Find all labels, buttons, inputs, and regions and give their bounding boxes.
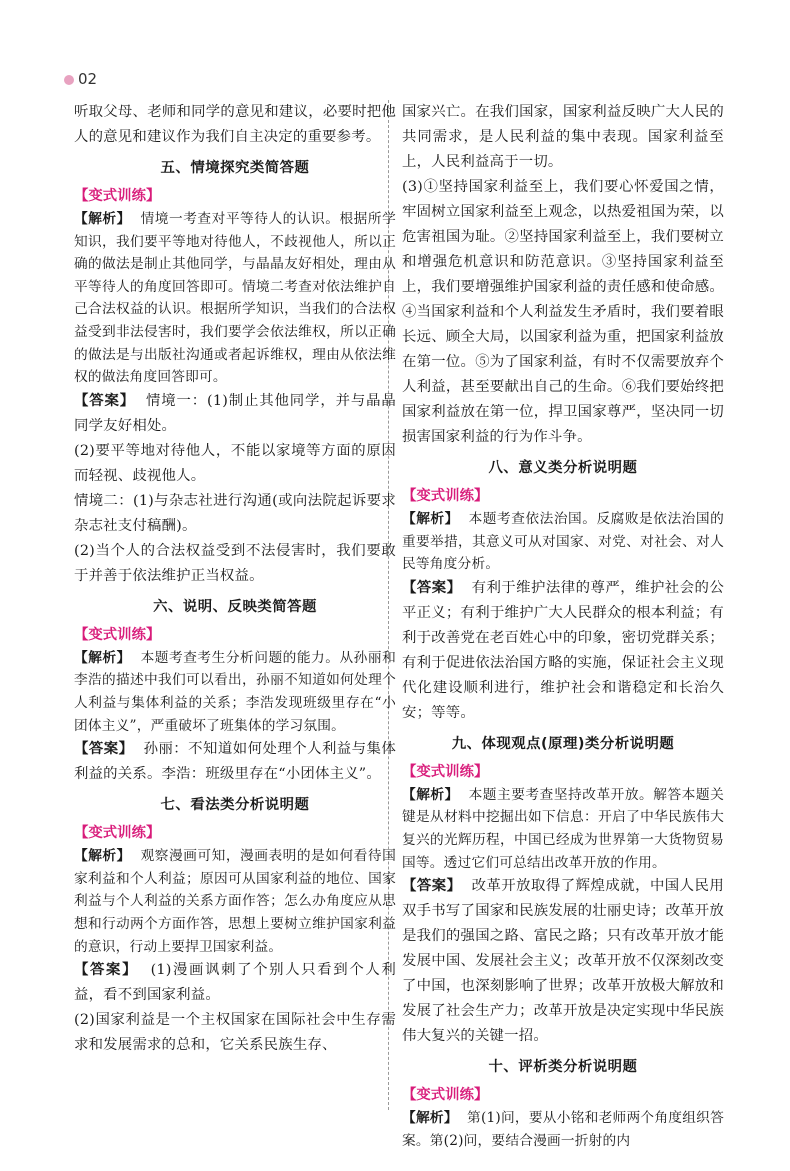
answer-text: 有利于维护法律的尊严，维护社会的公平正义；有利于维护广大人民群众的根本利益；有利于改善党在老百姓心中的印象，密切党群关系；有利于促进依法治国方略的实施，保证社会主义现代化建设顺利进行，维护社会和谐稳定和长治久安；等等。 (402, 579, 724, 721)
analysis-text: 第(1)问，要从小铭和老师两个角度组织答案。第(2)问，要结合漫画一折射的内 (402, 1110, 725, 1149)
continued-paragraph-2: (3)①坚持国家利益至上，我们要心怀爱国之情，牢固树立国家利益至上观念，以热爱祖国为荣，以危害祖国为耻。②坚持国家利益至上，我们要树立和增强危机意识和防范意识。③坚持国家利益至上，我们要增强维护国家利益的责任感和使命感。④当国家利益和个人利益发生矛盾时，我们要着眼长远、顾全大局，以国家利益为重，把国家利益放在第一位。⑤为了国家利益，有时不仅需要放弃个人利益，甚至要献出自己的生命。⑥我们要始终把国家利益放在第一位，捍卫国家尊严，坚决同一切损害国家利益的行为作斗争。 (402, 179, 724, 445)
section-6-analysis (74, 647, 396, 737)
section-5-answer-2: (2)要平等地对待他人，不能以家境等方面的原因而轻视、歧视他人。 (74, 442, 396, 484)
analysis-label: 【解析】 (402, 1110, 458, 1127)
section-7-analysis (74, 845, 396, 958)
continued-paragraph-1: 国家兴亡。在我们国家，国家利益反映广大人民的共同需求，是人民利益的集中表现。国家利益至上，人民利益高于一切。 (402, 104, 724, 170)
section-5-tag: 【变式训练】 (74, 188, 161, 204)
answer-label: 【答案】 (402, 579, 462, 596)
section-7-answer-2: (2)国家利益是一个主权国家在国际社会中生存需求和发展需求的总和，它关系民族生存、 (74, 1012, 396, 1054)
left-column (74, 100, 396, 1058)
section-10-analysis (402, 1107, 724, 1152)
section-6-title: 六、说明、反映类简答题 (153, 598, 317, 615)
section-5-answer-4: (2)当个人的合法权益受到不法侵害时，我们要敢于并善于依法维护正当权益。 (74, 542, 396, 584)
section-8-analysis (402, 508, 724, 576)
section-9-analysis (402, 784, 724, 874)
intro-paragraph: 听取父母、老师和同学的意见和建议，必要时把他人的意见和建议作为我们自主决定的重要参考。 (74, 104, 396, 145)
page-dot-icon (64, 75, 74, 85)
analysis-label: 【解析】 (402, 786, 459, 803)
analysis-text: 情境一考查对平等待人的认识。根据所学知识，我们要平等地对待他人，不歧视他人，所以正确的做法是制止其他同学，与晶晶友好相处，理由从平等待人的角度回答即可。情境二考查对依法维护自己合法权益的认识。根据所学知识，当我们的合法权益受到非法侵害时，我们要学会依法维权，所以正确的做法是与出版社沟通或者起诉维权，理由从依法维权的做法角度回答即可。 (74, 211, 396, 386)
section-9-tag: 【变式训练】 (402, 763, 489, 780)
section-5-analysis (74, 208, 396, 389)
section-9-title: 九、体现观点(原理)类分析说明题 (451, 735, 675, 752)
section-7-title: 七、看法类分析说明题 (160, 797, 310, 814)
answer-text: 情境一：(1)制止其他同学，并与晶晶同学友好相处。 (74, 392, 396, 434)
analysis-text: 本题考查依法治国。反腐败是依法治国的重要举措，其意义可从对国家、对党、对社会、对人民等角度分析。 (402, 511, 724, 573)
right-column (402, 100, 724, 1152)
section-7-tag: 【变式训练】 (74, 825, 161, 842)
answer-label: 【答案】 (74, 962, 139, 979)
section-9-answer (402, 874, 724, 1049)
analysis-label: 【解析】 (74, 211, 131, 227)
section-6-answer (74, 737, 396, 787)
analysis-label: 【解析】 (74, 848, 131, 865)
section-5-answer-3: 情境二：(1)与杂志社进行沟通(或向法院起诉要求杂志社支付稿酬)。 (74, 492, 396, 534)
answer-text: 孙丽：不知道如何处理个人利益与集体利益的关系。李浩：班级里存在“小团体主义”。 (74, 741, 396, 783)
section-10-tag: 【变式训练】 (402, 1087, 489, 1104)
analysis-label: 【解析】 (74, 649, 131, 666)
section-6-tag: 【变式训练】 (74, 626, 161, 643)
analysis-label: 【解析】 (402, 511, 459, 527)
answer-text: 改革开放取得了辉煌成就，中国人民用双手书写了国家和民族发展的壮丽史诗；改革开放是我们的强国之路、富民之路；只有改革开放才能发展中国、发展社会主义；改革开放不仅深刻改变了中国，也深刻影响了世界；改革开放极大解放和发展了社会生产力；改革开放是决定实现中华民族伟大复兴的关键一招。 (402, 878, 724, 1045)
analysis-text: 观察漫画可知，漫画表明的是如何看待国家利益和个人利益；原因可从国家利益的地位、国家利益与个人利益的关系方面作答；怎么办角度应从思想和行动两个方面作答，思想上要树立维护国家利益的意识，行动上要捍卫国家利益。 (74, 848, 396, 955)
section-8-tag: 【变式训练】 (402, 488, 489, 504)
analysis-text: 本题主要考查坚持改革开放。解答本题关键是从材料中挖掘出如下信息：开启了中华民族伟大复兴的光辉历程，中国已经成为世界第一大货物贸易国等。透过它们可总结出改革开放的作用。 (402, 786, 724, 871)
section-7-answer (74, 958, 396, 1008)
answer-label: 【答案】 (74, 392, 136, 409)
answer-label: 【答案】 (402, 878, 462, 895)
section-10-title: 十、评析类分析说明题 (488, 1059, 638, 1076)
page-number: 02 (64, 70, 97, 88)
section-5-title: 五、情境探究类简答题 (160, 160, 310, 176)
section-8-answer (402, 576, 724, 726)
section-5-answer (74, 389, 396, 439)
answer-text: (1)漫画讽刺了个别人只看到个人利益，看不到国家利益。 (74, 962, 396, 1004)
section-8-title: 八、意义类分析说明题 (488, 460, 638, 476)
analysis-text: 本题考查考生分析问题的能力。从孙丽和李浩的描述中我们可以看出，孙丽不知道如何处理个人利益与集体利益的关系；李浩发现班级里存在“小团体主义”，严重破坏了班集体的学习氛围。 (74, 649, 396, 734)
answer-label: 【答案】 (74, 741, 134, 758)
